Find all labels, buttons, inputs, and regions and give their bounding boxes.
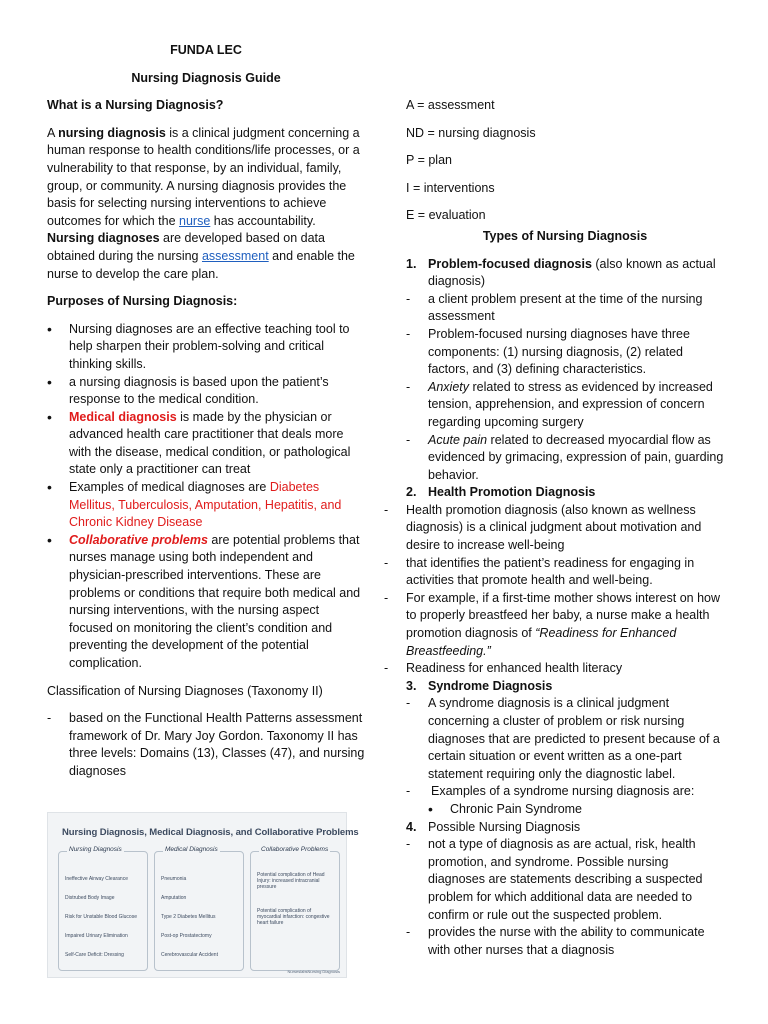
italic-term: Acute pain <box>428 432 488 447</box>
purposes-heading: Purposes of Nursing Diagnosis: <box>47 294 238 309</box>
text-run: A <box>47 125 59 140</box>
number-marker: 4. <box>406 819 417 834</box>
panel-item: Self-Care Deficit: Dressing <box>65 952 124 958</box>
type-title: Health Promotion Diagnosis <box>428 485 596 500</box>
nurse-link[interactable]: nurse <box>179 213 211 228</box>
list-item-text: Examples of a syndrome nursing diagnosis are: <box>431 784 695 799</box>
list-item-text: not a type of diagnosis as are actual, risk, health promotion, and syndrome. Possible nursing diagnoses are statements describing a suspected problem for which additional data are needed to confirm or rule out the suspected problem. <box>428 837 703 922</box>
list-item <box>406 291 724 326</box>
list-item <box>406 836 724 924</box>
process-p: P = plan <box>406 153 452 168</box>
list-item <box>384 502 724 555</box>
bullet-marker: • <box>47 479 52 496</box>
bold-term: Problem-focused diagnosis <box>428 256 592 271</box>
type-item <box>406 484 724 502</box>
list-item <box>406 801 724 819</box>
text-run: Examples of medical diagnoses are <box>69 480 270 495</box>
process-nd: ND = nursing diagnosis <box>406 125 536 140</box>
text-run: related to decreased myocardial flow as evidenced by grimacing, expression of pain, guarding behavior. <box>428 432 724 482</box>
dash-marker: - <box>406 925 411 940</box>
dash-marker: - <box>406 432 411 447</box>
dash-marker: - <box>384 661 389 676</box>
process-a: A = assessment <box>406 98 495 112</box>
page-title: Nursing Diagnosis Guide <box>131 70 281 85</box>
panel-item: Ineffective Airway Clearance <box>65 876 128 882</box>
type-title: Possible Nursing Diagnosis <box>428 819 581 834</box>
dash-marker: - <box>406 784 411 799</box>
list-item-text <box>406 590 724 660</box>
italic-term: Anxiety <box>428 379 469 394</box>
right-column <box>384 97 724 959</box>
list-item-text <box>428 379 724 432</box>
number-marker: 2. <box>406 485 417 500</box>
number-marker: 1. <box>406 256 417 271</box>
list-item-text: a nursing diagnosis is based upon the patient’s response to the medical condition. <box>69 374 329 407</box>
text-run: are developed based on data obtained during the nursing <box>47 231 325 263</box>
list-item-text: Chronic Pain Syndrome <box>450 801 583 816</box>
panel-item: Impaired Urinary Elimination <box>65 933 128 939</box>
dash-marker: - <box>384 555 389 570</box>
panel-item: Risk for Unstable Blood Glucose <box>65 914 137 920</box>
highlight-term: Collaborative problems <box>69 532 208 547</box>
dash-marker: - <box>406 291 411 306</box>
bullet-marker: • <box>47 320 52 337</box>
text-run: has accountability. <box>210 213 316 228</box>
process-i: I = interventions <box>406 180 495 195</box>
list-item <box>47 409 365 479</box>
panel-item: Potential complication of Head Injury: increased intracranial pressure <box>257 872 325 890</box>
list-item <box>406 379 724 432</box>
dash-marker: - <box>47 711 52 726</box>
list-item <box>47 321 365 374</box>
dash-marker: - <box>384 590 389 605</box>
list-item-text: provides the nurse with the ability to communicate with other nurses that a diagnosis <box>428 925 705 957</box>
process-e: E = evaluation <box>406 208 486 223</box>
panel-item: Cerebrovascular Accident <box>161 952 218 958</box>
bold-term: nursing diagnosis <box>58 125 166 140</box>
types-heading: Types of Nursing Diagnosis <box>482 228 648 243</box>
text-run: is made by the physician or advanced health care practitioner that deals more with the disease, medical condition, or pathological state only a practitioner can treat <box>69 409 351 477</box>
bold-term: Nursing diagnoses <box>47 231 160 246</box>
list-item-text: Health promotion diagnosis (also known as wellness diagnosis) is a clinical judgment about motivation and desire to increase well-being <box>406 502 702 553</box>
text-run: are potential problems that nurses manage using both independent and physician-prescribed interventions. These are problems or conditions that require both medical and nursing interventions, with the nursing aspect focused on monitoring the client’s condition and preventing the development of the potential complication. <box>69 532 361 670</box>
panel-item: Post-op Prostatectomy <box>161 933 212 939</box>
list-item <box>406 326 724 379</box>
list-item-text <box>428 432 724 485</box>
panel-heading: Medical Diagnosis <box>165 846 218 853</box>
dash-marker: - <box>384 502 389 517</box>
dash-marker: - <box>406 379 411 394</box>
purposes-list <box>47 321 365 673</box>
left-column <box>47 42 365 781</box>
panel-item: Potential complication of myocardial infarction: congestive heart failure <box>257 908 330 926</box>
types-list-continued <box>384 678 724 960</box>
classification-heading: Classification of Nursing Diagnoses (Taxonomy II) <box>47 683 323 698</box>
panel-heading: Nursing Diagnosis <box>69 846 122 853</box>
dash-marker: - <box>406 696 411 711</box>
type-item <box>406 678 724 696</box>
diagnosis-infographic <box>47 812 359 978</box>
bullet-marker: • <box>47 531 52 548</box>
list-item <box>384 660 724 678</box>
list-item-text <box>69 409 365 479</box>
italic-term: “Readiness for Enhanced Breastfeeding.” <box>406 626 677 658</box>
panel-item: Amputation <box>161 895 187 901</box>
list-item-text <box>69 479 365 532</box>
assessment-link[interactable]: assessment <box>201 248 269 263</box>
list-item <box>47 710 365 780</box>
list-item <box>406 695 724 783</box>
health-promotion-list <box>362 502 724 678</box>
dash-marker: - <box>406 837 411 852</box>
number-marker: 3. <box>406 678 417 693</box>
list-item-text: that identifies the patient’s readiness for engaging in activities that promote health and well-being. <box>406 555 695 588</box>
list-item <box>406 924 724 959</box>
list-item-text: Problem-focused nursing diagnoses have three components: (1) nursing diagnosis, (2) related factors, and (3) defining characteristics. <box>428 326 690 377</box>
list-item-text: A syndrome diagnosis is a clinical judgment concerning a cluster of problem or risk nursing diagnoses that are predicted to present because of a certain situation or event written as a one-part statement requiring only the diagnostic label. <box>428 696 720 781</box>
text-run: (also known as actual diagnosis) <box>428 256 716 289</box>
highlight-term: Diabetes Mellitus, Tuberculosis, Amputation, Hepatitis, and Chronic Kidney Disease <box>69 480 342 530</box>
bullet-marker: • <box>428 800 433 817</box>
type-item <box>406 819 724 837</box>
panel-item: Distrubed Body Image <box>65 895 115 901</box>
text-run: is a clinical judgment concerning a human response to health conditions/life processes, or a vulnerability to that response, by an individual, family, group, or community. A nursing diagnosis provides the basis for selecting nursing interventions to achieve outcomes for which the <box>47 125 360 228</box>
type-title <box>428 256 724 291</box>
panel-item: Type 2 Diabetes Mellitus <box>161 914 216 920</box>
list-item <box>47 374 365 409</box>
collaborative-problems-panel <box>250 846 340 971</box>
what-heading: What is a Nursing Diagnosis? <box>47 98 224 113</box>
text-run: and enable the nurse to develop the care plan. <box>47 248 355 281</box>
types-list <box>384 256 724 502</box>
bullet-marker: • <box>47 408 52 425</box>
list-item-text: a client problem present at the time of the nursing assessment <box>428 291 703 324</box>
list-item <box>406 432 724 485</box>
panel-item: Pneumonia <box>161 876 187 882</box>
highlight-term: Medical diagnosis <box>69 409 177 424</box>
dash-marker: - <box>406 326 411 341</box>
list-item-text: based on the Functional Health Patterns assessment framework of Dr. Mary Joy Gordon. Taxonomy II has three levels: Domains (13), Classes (47), and nursing diagnoses <box>69 711 365 778</box>
list-item-text: Readiness for enhanced health literacy <box>406 661 623 676</box>
infographic-credit: NurseslabsNursing Diagnosis <box>287 969 340 974</box>
medical-diagnosis-panel <box>154 846 244 971</box>
list-item <box>47 479 365 532</box>
panel-heading: Collaborative Problems <box>261 846 329 853</box>
course-label: FUNDA LEC <box>170 43 242 57</box>
list-item <box>384 555 724 590</box>
bullet-marker: • <box>47 373 52 390</box>
list-item <box>406 783 724 801</box>
list-item-text <box>69 532 365 673</box>
type-title: Syndrome Diagnosis <box>428 678 553 693</box>
infographic-title: Nursing Diagnosis, Medical Diagnosis, and Collaborative Problems <box>62 827 359 838</box>
list-item <box>47 532 365 673</box>
what-paragraph <box>47 125 365 283</box>
nursing-diagnosis-panel <box>58 846 148 971</box>
type-item <box>406 256 724 291</box>
text-run: related to stress as evidenced by increased tension, apprehension, and expression of concern regarding upcoming surgery <box>428 379 713 429</box>
list-item-text: Nursing diagnoses are an effective teaching tool to help sharpen their problem-solving and critical thinking skills. <box>69 321 350 371</box>
text-run: For example, if a first-time mother shows interest on how to properly breastfeed her baby, a nurse make a health promotion diagnosis of <box>406 590 721 641</box>
list-item <box>384 590 724 660</box>
